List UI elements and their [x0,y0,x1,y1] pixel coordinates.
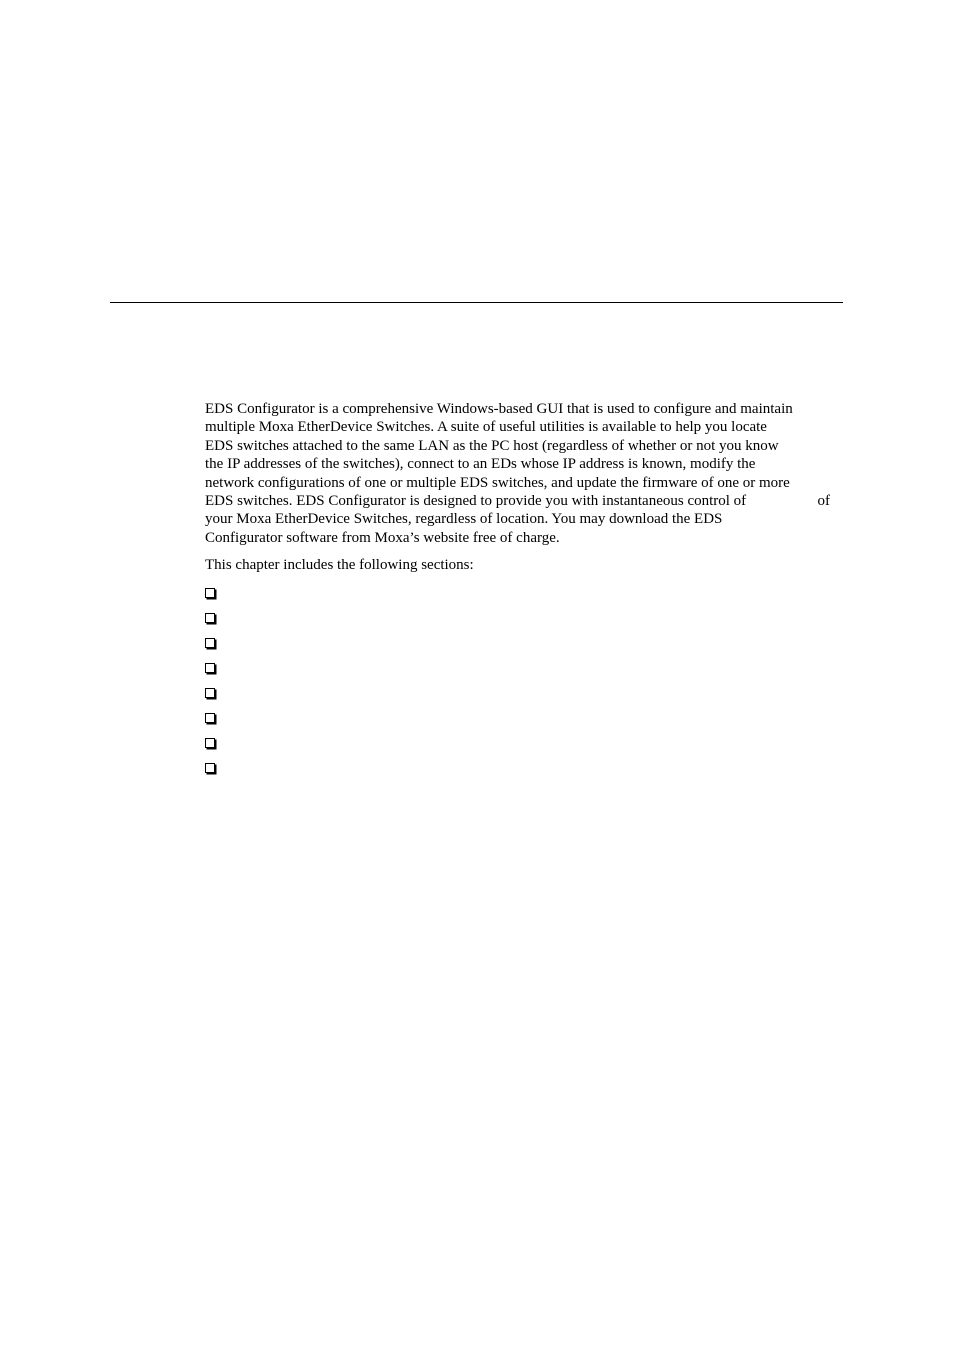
checklist-item [205,760,215,785]
paragraph-line: Configurator software from Moxa’s website free of charge. [205,529,560,546]
checkbox-icon [205,763,215,773]
description-paragraph [205,400,845,547]
paragraph-line: multiple Moxa EtherDevice Switches. A suite of useful utilities is available to help you locate [205,419,767,436]
checklist-item [205,710,215,735]
checkbox-icon [205,713,215,723]
checklist-item [205,735,215,760]
checklist-item [205,635,215,660]
horizontal-rule [110,302,843,303]
checkbox-icon [205,688,215,698]
checklist-item [205,610,215,635]
checklist-item [205,685,215,710]
chapter-sections-intro: This chapter includes the following sections: [205,557,474,573]
paragraph-line: the IP addresses of the switches), connect to an EDs whose IP address is known, modify the [205,456,756,473]
checkbox-icon [205,663,215,673]
paragraph-line: EDS Configurator is a comprehensive Windows-based GUI that is used to configure and maintain [205,401,793,417]
sections-checklist [205,585,215,785]
checklist-item [205,660,215,685]
paragraph-line: network configurations of one or multiple EDS switches, and update the firmware of one or more [205,474,790,491]
checklist-item [205,585,215,610]
paragraph-line-right: of [817,493,830,510]
checkbox-icon [205,613,215,623]
checkbox-icon [205,588,215,598]
checkbox-icon [205,738,215,748]
paragraph-line-split [205,492,830,510]
paragraph-line: EDS switches attached to the same LAN as the PC host (regardless of whether or not you know [205,437,779,454]
paragraph-line-left: EDS switches. EDS Configurator is designed to provide you with instantaneous control of [205,493,747,510]
checkbox-icon [205,638,215,648]
paragraph-line: your Moxa EtherDevice Switches, regardless of location. You may download the EDS [205,511,723,528]
